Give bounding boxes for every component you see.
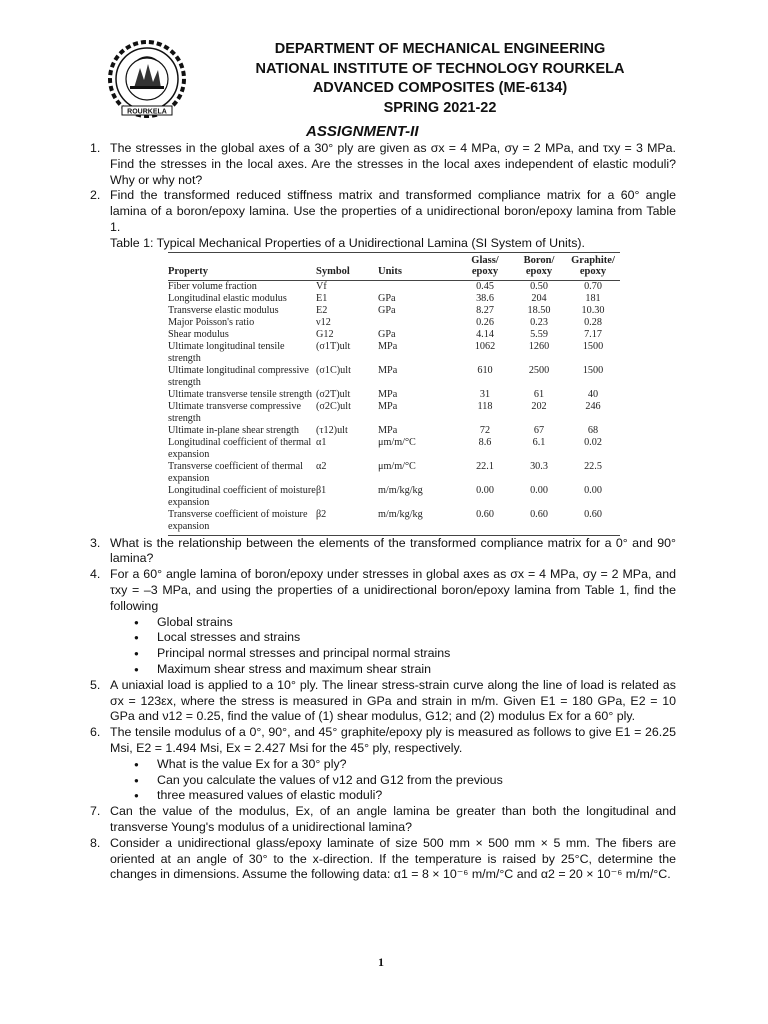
- table-cell: GPa: [378, 328, 396, 340]
- table-cell: 610: [477, 364, 493, 376]
- table-cell: Transverse coefficient of moisture expansion: [168, 509, 316, 536]
- list-item: ● three measured values of elastic moduli?: [90, 788, 676, 804]
- question-list: [90, 141, 676, 883]
- table-cell: MPa: [378, 424, 398, 436]
- table-cell: 31: [479, 388, 491, 400]
- table-row: [168, 305, 620, 317]
- table-cell: Longitudinal coefficient of thermal expansion: [168, 436, 312, 460]
- table-row: [168, 509, 620, 536]
- table-row: [168, 280, 620, 293]
- table-cell: 0.00: [530, 484, 548, 496]
- question-number: 8.: [90, 835, 101, 850]
- department-title: DEPARTMENT OF MECHANICAL ENGINEERING: [274, 41, 606, 57]
- table-cell: (τ12)ult: [316, 424, 348, 436]
- list-item: ● Principal normal stresses and principal normal strains: [90, 646, 676, 662]
- table-cell: 246: [585, 400, 601, 412]
- column-header: Property: [168, 252, 316, 280]
- table-cell: 1062: [474, 340, 496, 352]
- list-item: ● Global strains: [90, 615, 676, 631]
- table-cell: 1500: [582, 340, 604, 352]
- assignment-title: ASSIGNMENT-II: [306, 123, 419, 140]
- table-cell: 202: [531, 400, 547, 412]
- table-cell: β1: [316, 484, 327, 496]
- table-cell: Fiber volume fraction: [168, 280, 257, 292]
- table-cell: (σ1T)ult: [316, 340, 351, 352]
- question-text: The tensile modulus of a 0°, 90°, and 45° graphite/epoxy ply is measured as follows to give E1 = 26.25 Msi, E2 = 1.494 Msi, Ex = 2.427 Msi for the 45° ply, respectively.: [110, 725, 676, 755]
- table-row: [168, 461, 620, 485]
- table-cell: Transverse elastic modulus: [168, 304, 279, 316]
- question-3: [90, 536, 676, 568]
- table-row: [168, 401, 620, 425]
- table-cell: MPa: [378, 388, 398, 400]
- table-cell: 1260: [528, 340, 550, 352]
- table-cell: 181: [585, 292, 601, 304]
- column-header: Graphite/ epoxy: [566, 252, 620, 280]
- table-cell: 40: [587, 388, 599, 400]
- question-number: 6.: [90, 725, 101, 740]
- table-cell: 8.27: [476, 304, 494, 316]
- table-cell: MPa: [378, 364, 398, 376]
- question-text: What is the relationship between the elements of the transformed compliance matrix for a 0° and 90° lamina?: [110, 535, 676, 566]
- table-cell: 0.23: [530, 316, 548, 328]
- question-number: 1.: [90, 141, 101, 155]
- question-text: The stresses in the global axes of a 30° ply are given as σx = 4 MPa, σy = 2 MPa, and τxy = 3 MPa. Find the stresses in the local axes. Are the stresses in the local axes independent of elastic moduli? Why or why not?: [110, 141, 676, 187]
- list-item: ● What is the value Ex for a 30° ply?: [90, 757, 676, 773]
- table-cell: 18.50: [527, 304, 551, 316]
- table-cell: (σ1C)ult: [316, 364, 351, 376]
- table-row: [168, 317, 620, 329]
- table-cell: 0.60: [458, 509, 512, 536]
- table-cell: m/m/kg/kg: [378, 509, 458, 536]
- table-cell: 0.28: [584, 316, 602, 328]
- question-4-bullets: [90, 615, 676, 678]
- question-number: 2.: [90, 188, 101, 203]
- table-row: [168, 437, 620, 461]
- question-text: Find the transformed reduced stiffness matrix and transformed compliance matrix for a 60° angle lamina of a boron/epoxy lamina. Use the properties of a unidirectional boron/epoxy lamina from Table 1.: [110, 188, 676, 234]
- table-cell: E1: [316, 292, 328, 304]
- table-cell: μm/m/°C: [378, 460, 416, 472]
- table-cell: 118: [477, 400, 493, 412]
- table-cell: 7.17: [584, 328, 602, 340]
- table-cell: 204: [531, 292, 547, 304]
- table-cell: 0.60: [566, 509, 620, 536]
- table-cell: MPa: [378, 400, 398, 412]
- table-cell: Ultimate in-plane shear strength: [168, 424, 299, 436]
- institute-title: NATIONAL INSTITUTE OF TECHNOLOGY ROURKELA: [255, 60, 625, 77]
- table-cell: 68: [587, 424, 599, 436]
- question-8: [90, 836, 676, 883]
- table-cell: Shear modulus: [168, 328, 229, 340]
- table-cell: Ultimate longitudinal tensile strength: [168, 340, 285, 364]
- question-text: For a 60° angle lamina of boron/epoxy under stresses in global axes as σx = 4 MPa, σy = 2 MPa, and τxy = –3 MPa, and using the properties of a unidirectional boron/epoxy lamina from Table 1, find the following: [110, 567, 676, 613]
- table-row: [168, 485, 620, 509]
- question-5: [90, 678, 676, 725]
- table-cell: 22.1: [476, 460, 494, 472]
- table-cell: Longitudinal coefficient of moisture expansion: [168, 484, 316, 508]
- table-cell: 0.00: [476, 484, 494, 496]
- course-title: ADVANCED COMPOSITES (ME-6134): [312, 80, 568, 96]
- question-6-bullets: [90, 757, 676, 804]
- table-cell: G12: [316, 328, 334, 340]
- table-body: [168, 280, 620, 535]
- question-number: 5.: [90, 677, 101, 692]
- table-row: [168, 329, 620, 341]
- table-cell: 0.00: [584, 484, 602, 496]
- question-text: A uniaxial load is applied to a 10° ply. The linear stress-strain curve along the line of load is related as σx = 123εx, where the stress is measured in GPa and strain in m/m. Given E1 = 180 GPa, E2 = 10 GPa and ν12 = 0.25, find the value of (1) shear modulus, G12; and (2) modulus Ex for a 60° ply.: [110, 677, 676, 724]
- question-text: Can the value of the modulus, Ex, of an angle lamina be greater than both the longitudinal and transverse Young's modulus of a unidirectional lamina?: [110, 804, 676, 834]
- question-1: [90, 141, 676, 188]
- table-row: [168, 293, 620, 305]
- question-number: 3.: [90, 535, 101, 550]
- table-cell: [378, 280, 458, 293]
- question-7: [90, 804, 676, 836]
- page-number: 1: [378, 955, 384, 969]
- table-cell: Ultimate transverse compressive strength: [168, 400, 301, 424]
- table-cell: 5.59: [530, 328, 548, 340]
- question-4: [90, 567, 676, 614]
- list-item: ● Maximum shear stress and maximum shear strain: [90, 662, 676, 678]
- table-cell: Ultimate longitudinal compressive strength: [168, 364, 309, 388]
- table-cell: β2: [316, 509, 378, 536]
- question-6: [90, 725, 676, 757]
- table-cell: ν12: [316, 316, 331, 328]
- table-cell: m/m/kg/kg: [378, 484, 423, 496]
- table-cell: (σ2C)ult: [316, 400, 351, 412]
- table-cell: α1: [316, 436, 327, 448]
- table-caption: Table 1: Typical Mechanical Properties of a Unidirectional Lamina (SI System of Units).: [110, 235, 585, 250]
- column-header: Glass/ epoxy: [458, 252, 512, 280]
- logo-label: ROURKELA: [127, 108, 167, 116]
- table-cell: Vf: [316, 280, 327, 292]
- question-2: [90, 188, 676, 235]
- table-cell: 30.3: [530, 460, 548, 472]
- table-cell: Ultimate transverse tensile strength: [168, 388, 312, 400]
- table-cell: 10.30: [581, 304, 605, 316]
- table-cell: 72: [479, 424, 491, 436]
- semester-title: SPRING 2021-22: [383, 99, 497, 116]
- table-cell: Transverse coefficient of thermal expansion: [168, 460, 303, 484]
- table-cell: 0.60: [512, 509, 566, 536]
- table-cell: 6.1: [532, 436, 546, 448]
- table-cell: 0.02: [584, 436, 602, 448]
- table-cell: α2: [316, 460, 327, 472]
- question-number: 4.: [90, 567, 101, 582]
- table-row: [168, 365, 620, 389]
- question-text: Consider a unidirectional glass/epoxy laminate of size 500 mm × 500 mm × 5 mm. The fibers are oriented at an angle of 30° to the x-direction. If the temperature is raised by 25°C, determine the changes in dimensions. Assume the following data: α1 = 8 × 10⁻⁶ m/m/°C and α2 = 20 × 10⁻⁶ m/m/°C.: [110, 835, 676, 882]
- table-cell: 8.6: [478, 436, 492, 448]
- question-number: 7.: [90, 804, 101, 819]
- table-cell: (σ2T)ult: [316, 388, 351, 400]
- list-item: ● Local stresses and strains: [90, 630, 676, 646]
- table-cell: GPa: [378, 292, 396, 304]
- table-cell: [378, 317, 458, 329]
- table-row: [168, 425, 620, 437]
- table-header-row: [168, 252, 620, 280]
- table-cell: μm/m/°C: [378, 436, 416, 448]
- column-header: Symbol: [316, 252, 378, 280]
- column-header: Boron/ epoxy: [512, 252, 566, 280]
- table-cell: 1500: [582, 364, 604, 376]
- table-cell: 0.45: [476, 280, 494, 292]
- table-cell: 2500: [528, 364, 550, 376]
- table-cell: 4.14: [476, 328, 494, 340]
- table-cell: 0.70: [584, 280, 602, 292]
- column-header: Units: [378, 252, 458, 280]
- table-cell: 0.26: [476, 316, 494, 328]
- table-cell: GPa: [378, 304, 396, 316]
- table-cell: Major Poisson's ratio: [168, 316, 255, 328]
- list-item: ● Can you calculate the values of ν12 and G12 from the previous: [90, 773, 676, 789]
- table-cell: Longitudinal elastic modulus: [168, 292, 287, 304]
- table-cell: 38.6: [476, 292, 494, 304]
- table-row: [168, 389, 620, 401]
- table-cell: MPa: [378, 340, 398, 352]
- table-cell: 22.5: [584, 460, 602, 472]
- properties-table: [168, 252, 620, 536]
- document-header: [200, 40, 680, 118]
- institute-seal-icon: [108, 40, 186, 118]
- table-row: [168, 341, 620, 365]
- table-cell: E2: [316, 304, 328, 316]
- table-cell: 0.50: [530, 280, 548, 292]
- table-cell: 61: [533, 388, 545, 400]
- table-cell: 67: [533, 424, 545, 436]
